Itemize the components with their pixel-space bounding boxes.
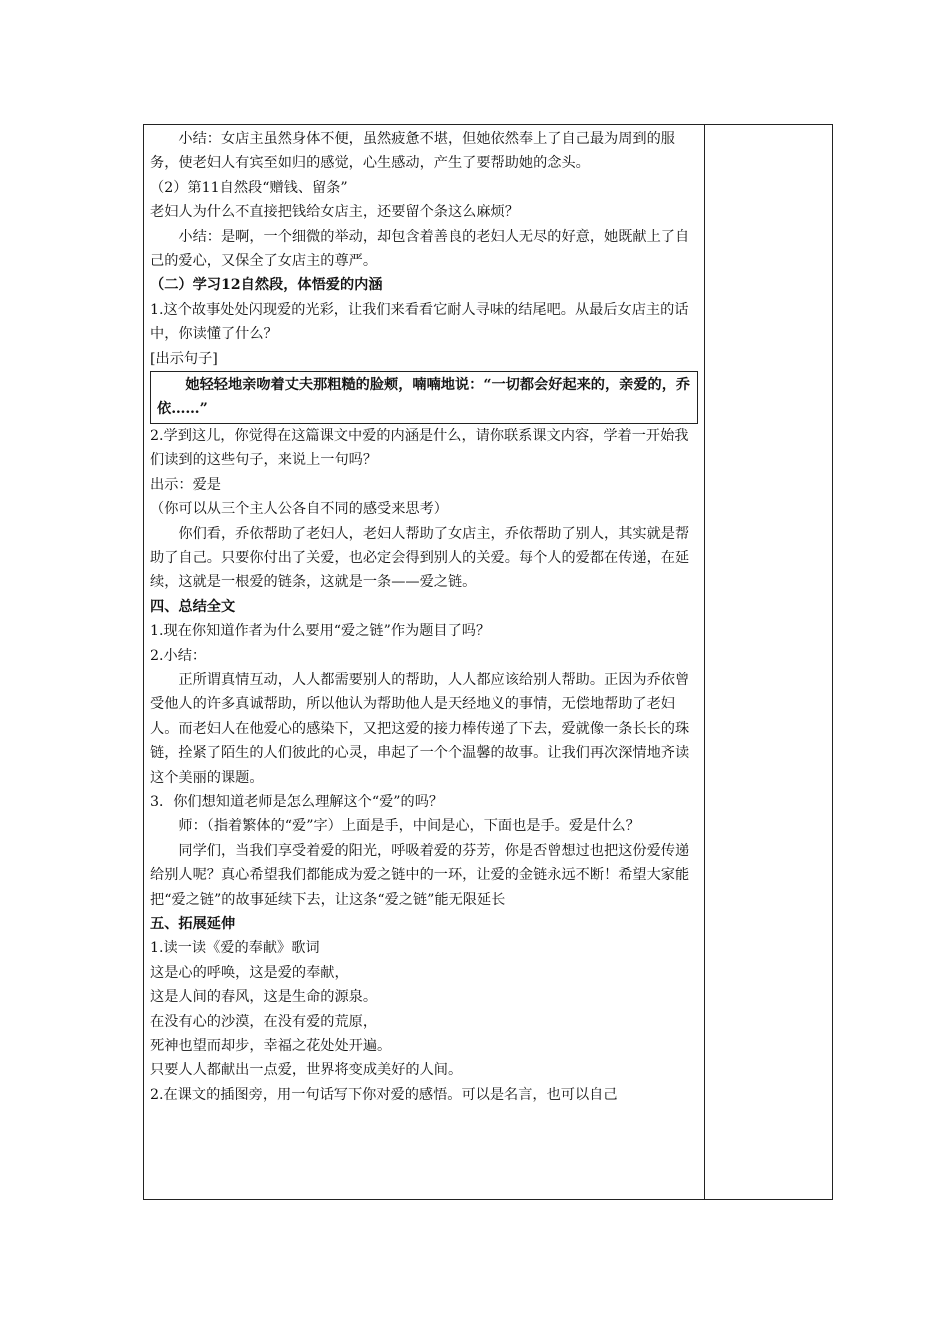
- summary-paragraph: 小结：女店主虽然身体不便，虽然疲惫不堪，但她依然奉上了自己最为周到的服务，使老妇人有宾至如归的感觉，心生感动，产生了要帮助她的念头。: [150, 131, 675, 172]
- question-line: 1.现在你知道作者为什么要用“爱之链”作为题目了吗？: [150, 623, 491, 640]
- show-sentence-label: [出示句子]: [150, 350, 218, 367]
- explanation-paragraph: 你们看，乔依帮助了老妇人，老妇人帮助了女店主，乔依帮助了别人，其实就是帮助了自己。只要你付出了关爱，也必定会得到别人的关爱。每个人的爱都在传递，在延续，这就是一根爱的链条，这就是一条——爱之链。: [150, 525, 690, 591]
- question-paragraph: 1.这个故事处处闪现爱的光彩，让我们来看看它耐人寻味的结尾吧。从最后女店主的话中，你读懂了什么？: [150, 301, 689, 343]
- column-divider: [704, 125, 705, 1199]
- lyric-line: 只要人人都献出一点爱，世界将变成美好的人间。: [150, 1062, 463, 1079]
- lyric-line: 这是心的呼唤，这是爱的奉献，: [150, 964, 349, 981]
- lyric-line: 死神也望而却步，幸福之花处处开遍。: [150, 1038, 392, 1055]
- lesson-table: [143, 124, 833, 1200]
- lesson-content: [150, 127, 698, 1107]
- summary-label: 2.小结：: [150, 647, 207, 664]
- task-line: 1.读一读《爱的奉献》歌词: [150, 940, 320, 957]
- summary-paragraph: 小结：是啊，一个细微的举动，却包含着善良的老妇人无尽的好意，她既献上了自己的爱心，又保全了女店主的尊严。: [150, 228, 690, 270]
- lyric-line: 在没有心的沙漠，在没有爱的荒原，: [150, 1013, 378, 1030]
- question-paragraph: 2.学到这儿，你觉得在这篇课文中爱的内涵是什么，请你联系课文内容，学着一开始我们读到的这些句子，来说上一句吗？: [150, 427, 689, 469]
- task-line: 2.在课文的插图旁，用一句话写下你对爱的感悟。可以是名言，也可以自己: [150, 1086, 618, 1103]
- question-line: 老妇人为什么不直接把钱给女店主，还要留个条这么麻烦？: [150, 204, 519, 221]
- section-heading: （二）学习12自然段，体悟爱的内涵: [150, 277, 383, 294]
- section-heading: 四、总结全文: [150, 598, 236, 615]
- closing-paragraph: 同学们，当我们享受着爱的阳光，呼吸着爱的芬芳，你是否曾想过也把这份爱传递给别人呢？真心希望我们都能成为爱之链中的一环，让爱的金链永远不断！希望大家能把“爱之链”的故事延续下去，让这条“爱之链”能无限延长: [150, 842, 690, 908]
- quoted-sentence-box: 她轻轻地亲吻着丈夫那粗糙的脸颊，喃喃地说：“一切都会好起来的，亲爱的，乔依……”: [150, 371, 698, 424]
- teacher-paragraph: 师：（指着繁体的“爱”字）上面是手，中间是心，下面也是手。爱是什么？: [178, 818, 640, 835]
- summary-paragraph: 正所谓真情互动，人人都需要别人的帮助，人人都应该给别人帮助。正因为乔依曾受他人的许多真诚帮助，所以他认为帮助他人是天经地义的事情，无偿地帮助了老妇人。而老妇人在他爱心的感染下，又把这爱的接力棒传递了下去，爱就像一条长长的珠链，拴紧了陌生的人们彼此的心灵，串起了一个个温馨的故事。让我们再次深情地齐读这个美丽的课题。: [150, 671, 690, 786]
- hint-line: （你可以从三个主人公各自不同的感受来思考）: [150, 501, 448, 518]
- section-line: （2）第11自然段“赠钱、留条”: [150, 179, 348, 196]
- question-line: 3．你们想知道老师是怎么理解这个“爱”的吗？: [150, 793, 444, 810]
- lyric-line: 这是人间的春风，这是生命的源泉。: [150, 989, 378, 1006]
- show-line: 出示：爱是: [150, 476, 221, 493]
- section-heading: 五、拓展延伸: [150, 916, 236, 932]
